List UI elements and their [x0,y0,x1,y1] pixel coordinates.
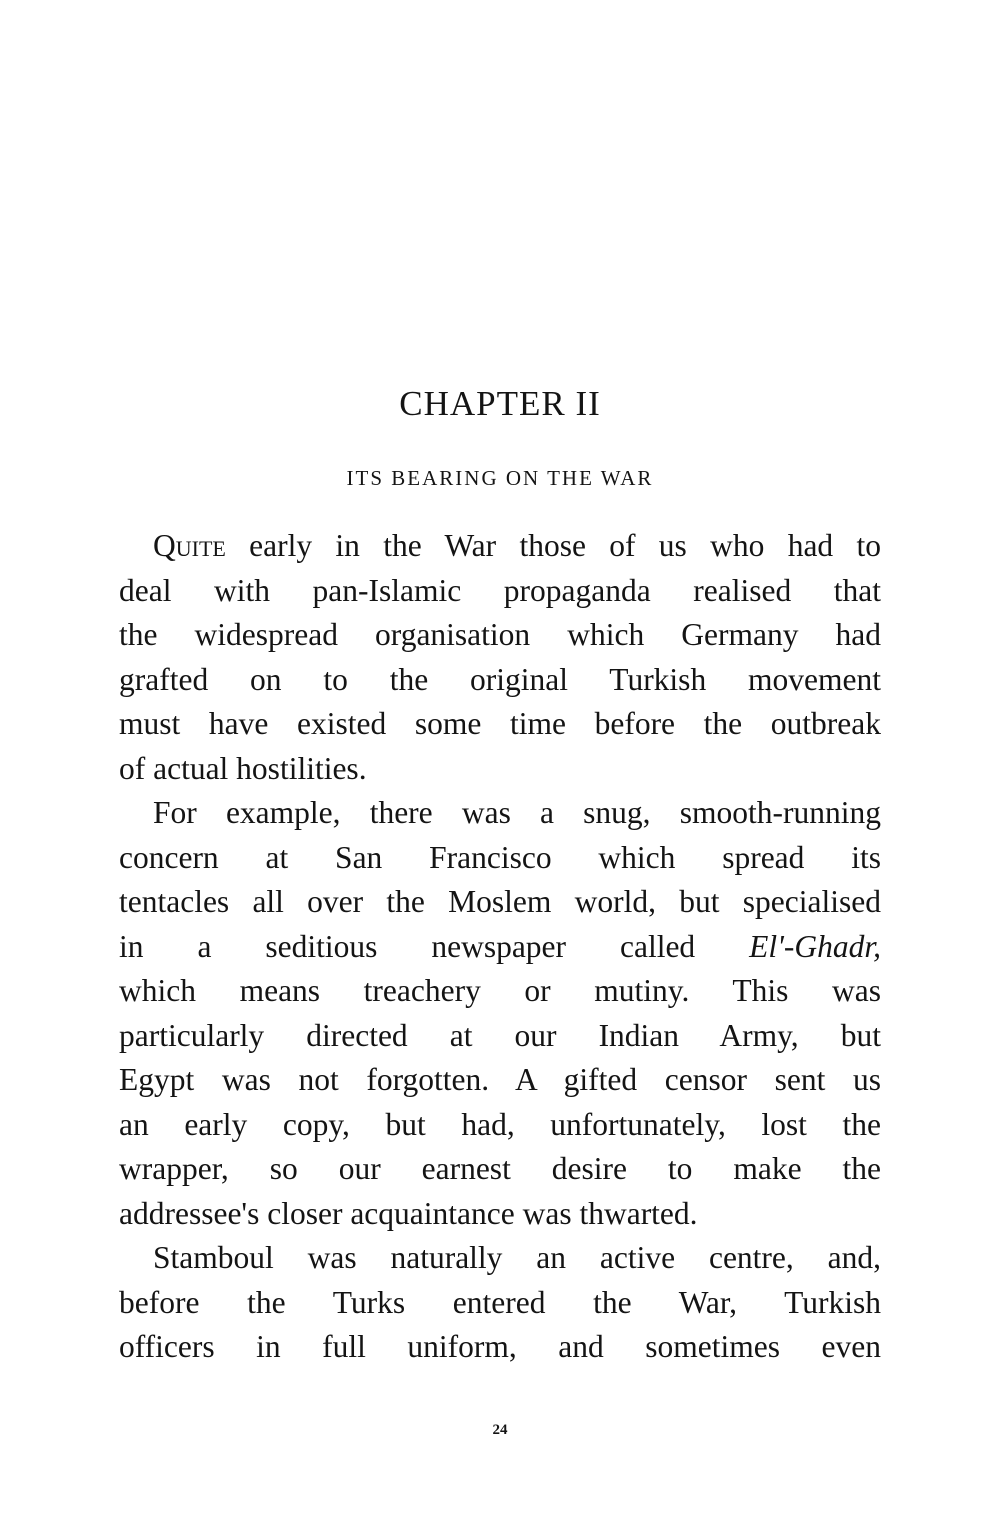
text-line: wrapper, so our earnest desire to make the [119,1151,881,1186]
text-line: deal with pan-Islamic propaganda realised that [119,572,881,608]
text-line: For example, there was a snug, smooth-running [153,795,881,830]
line-text: early in the War those of us who had to [225,528,881,563]
text-line [119,524,881,569]
text-line: an early copy, but had, unfortunately, lost the [119,1106,881,1142]
text-line: particularly directed at our Indian Army, but [119,1017,881,1053]
text-line: of actual hostilities. [119,750,367,786]
text-line: concern at San Francisco which spread its [119,839,881,875]
text-line: officers in full uniform, and sometimes even [119,1329,881,1364]
text-line: the widespread organisation which Germany had [119,617,881,652]
page-number: 24 [492,1422,508,1438]
text-line: Stamboul was naturally an active centre, and, [153,1240,881,1275]
body-text [119,524,881,1370]
opening-word: Quite [153,528,226,563]
newspaper-title: El'-Ghadr, [749,928,881,964]
text-line: addressee's closer acquaintance was thwarted. [119,1195,698,1231]
line-text: in a seditious newspaper called [119,928,750,964]
text-line: before the Turks entered the War, Turkish [119,1284,881,1320]
chapter-heading: CHAPTER II [399,384,601,423]
text-line: Egypt was not forgotten. A gifted censor sent us [119,1062,881,1097]
text-line: grafted on to the original Turkish movement [119,661,881,697]
text-line: must have existed some time before the outbreak [119,706,881,741]
chapter-subtitle: ITS BEARING ON THE WAR [346,466,654,490]
text-line: which means treachery or mutiny. This was [119,973,881,1008]
text-line: tentacles all over the Moslem world, but specialised [119,884,881,919]
text-line [119,925,881,970]
